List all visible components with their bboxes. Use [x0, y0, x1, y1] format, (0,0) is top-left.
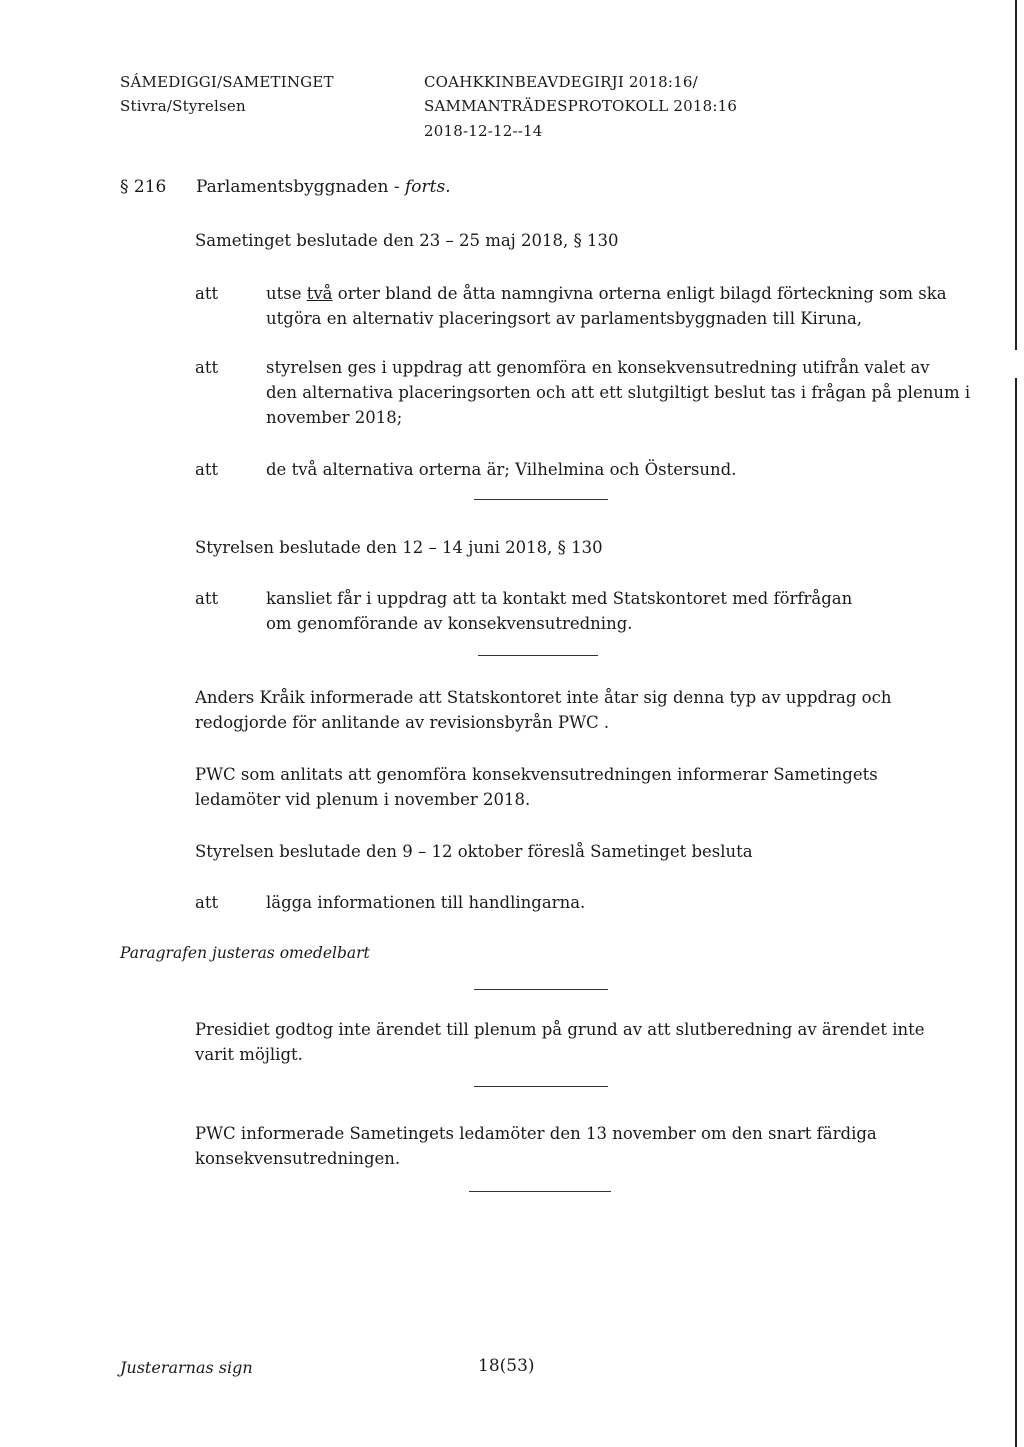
block1-item1-line1	[266, 284, 947, 303]
block1-item1-line2: utgöra en alternativ placeringsort av parlamentsbyggnaden till Kiruna,	[266, 309, 863, 328]
doc-date: 2018-12-12--14	[424, 122, 543, 140]
org-unit: Stivra/Styrelsen	[120, 97, 246, 115]
scan-edge-line-top	[1015, 0, 1017, 350]
note-justified: Paragrafen justeras omedelbart	[120, 944, 370, 962]
block2-item-label: att	[195, 589, 219, 608]
scan-edge-line-bottom	[1015, 378, 1017, 1447]
para2-line2: ledamöter vid plenum i november 2018.	[195, 790, 531, 809]
block1-item2-line2: den alternativa placeringsorten och att ett slutgiltigt beslut tas i frågan på plenum i	[266, 383, 971, 402]
block2-item-line2: om genomförande av konsekvensutredning.	[266, 614, 633, 633]
block3-item-line1: lägga informationen till handlingarna.	[266, 893, 586, 912]
doc-title: COAHKKINBEAVDEGIRJI 2018:16/	[424, 73, 698, 91]
footer-page-number: 18(53)	[478, 1356, 535, 1376]
block2-intro: Styrelsen beslutade den 12 – 14 juni 2018, § 130	[195, 538, 603, 557]
divider-2	[478, 655, 598, 656]
block3-item-label: att	[195, 893, 219, 912]
para4-line2: konsekvensutredningen.	[195, 1149, 401, 1168]
block1-item2-line3: november 2018;	[266, 408, 403, 427]
section-title	[196, 177, 451, 197]
org-name: SÁMEDIGGI/SAMETINGET	[120, 73, 334, 91]
para4-line1: PWC informerade Sametingets ledamöter den 13 november om den snart färdiga	[195, 1124, 877, 1143]
block3-intro: Styrelsen beslutade den 9 – 12 oktober föreslå Sametinget besluta	[195, 842, 753, 861]
section-heading	[120, 177, 166, 197]
doc-subtitle: SAMMANTRÄDESPROTOKOLL 2018:16	[424, 97, 738, 115]
block1-item1-line1-pre: utse	[266, 284, 307, 303]
para1-line2: redogjorde för anlitande av revisionsbyrån PWC .	[195, 713, 610, 732]
block1-item3-line1: de två alternativa orterna är; Vilhelmina och Östersund.	[266, 460, 737, 479]
block1-item1-label: att	[195, 284, 219, 303]
section-number: 216	[133, 177, 167, 197]
section-symbol: §	[120, 177, 129, 197]
para1-line1: Anders Kråik informerade att Statskontoret inte åtar sig denna typ av uppdrag och	[195, 688, 892, 707]
block1-item1-line1-post: orter bland de åtta namngivna orterna enligt bilagd förteckning som ska	[332, 284, 947, 303]
para2-line1: PWC som anlitats att genomföra konsekvensutredningen informerar Sametingets	[195, 765, 878, 784]
block1-intro: Sametinget beslutade den 23 – 25 maj 2018, § 130	[195, 231, 619, 250]
block2-item-line1: kansliet får i uppdrag att ta kontakt med Statskontoret med förfrågan	[266, 589, 853, 608]
block1-item2-line1: styrelsen ges i uppdrag att genomföra en konsekvensutredning utifrån valet av	[266, 358, 930, 377]
divider-5	[469, 1191, 611, 1192]
para3-line2: varit möjligt.	[195, 1045, 303, 1064]
block1-item2-label: att	[195, 358, 219, 377]
para3-line1: Presidiet godtog inte ärendet till plenum på grund av att slutberedning av ärendet inte	[195, 1020, 925, 1039]
divider-4	[474, 1086, 608, 1087]
divider-1	[474, 499, 608, 500]
block1-item1-underlined: två	[306, 284, 333, 303]
section-title-text: Parlamentsbyggnaden -	[196, 177, 400, 197]
section-title-suffix: forts.	[404, 177, 451, 197]
divider-3	[474, 989, 608, 990]
footer-sign-label: Justerarnas sign	[120, 1358, 253, 1377]
block1-item3-label: att	[195, 460, 219, 479]
